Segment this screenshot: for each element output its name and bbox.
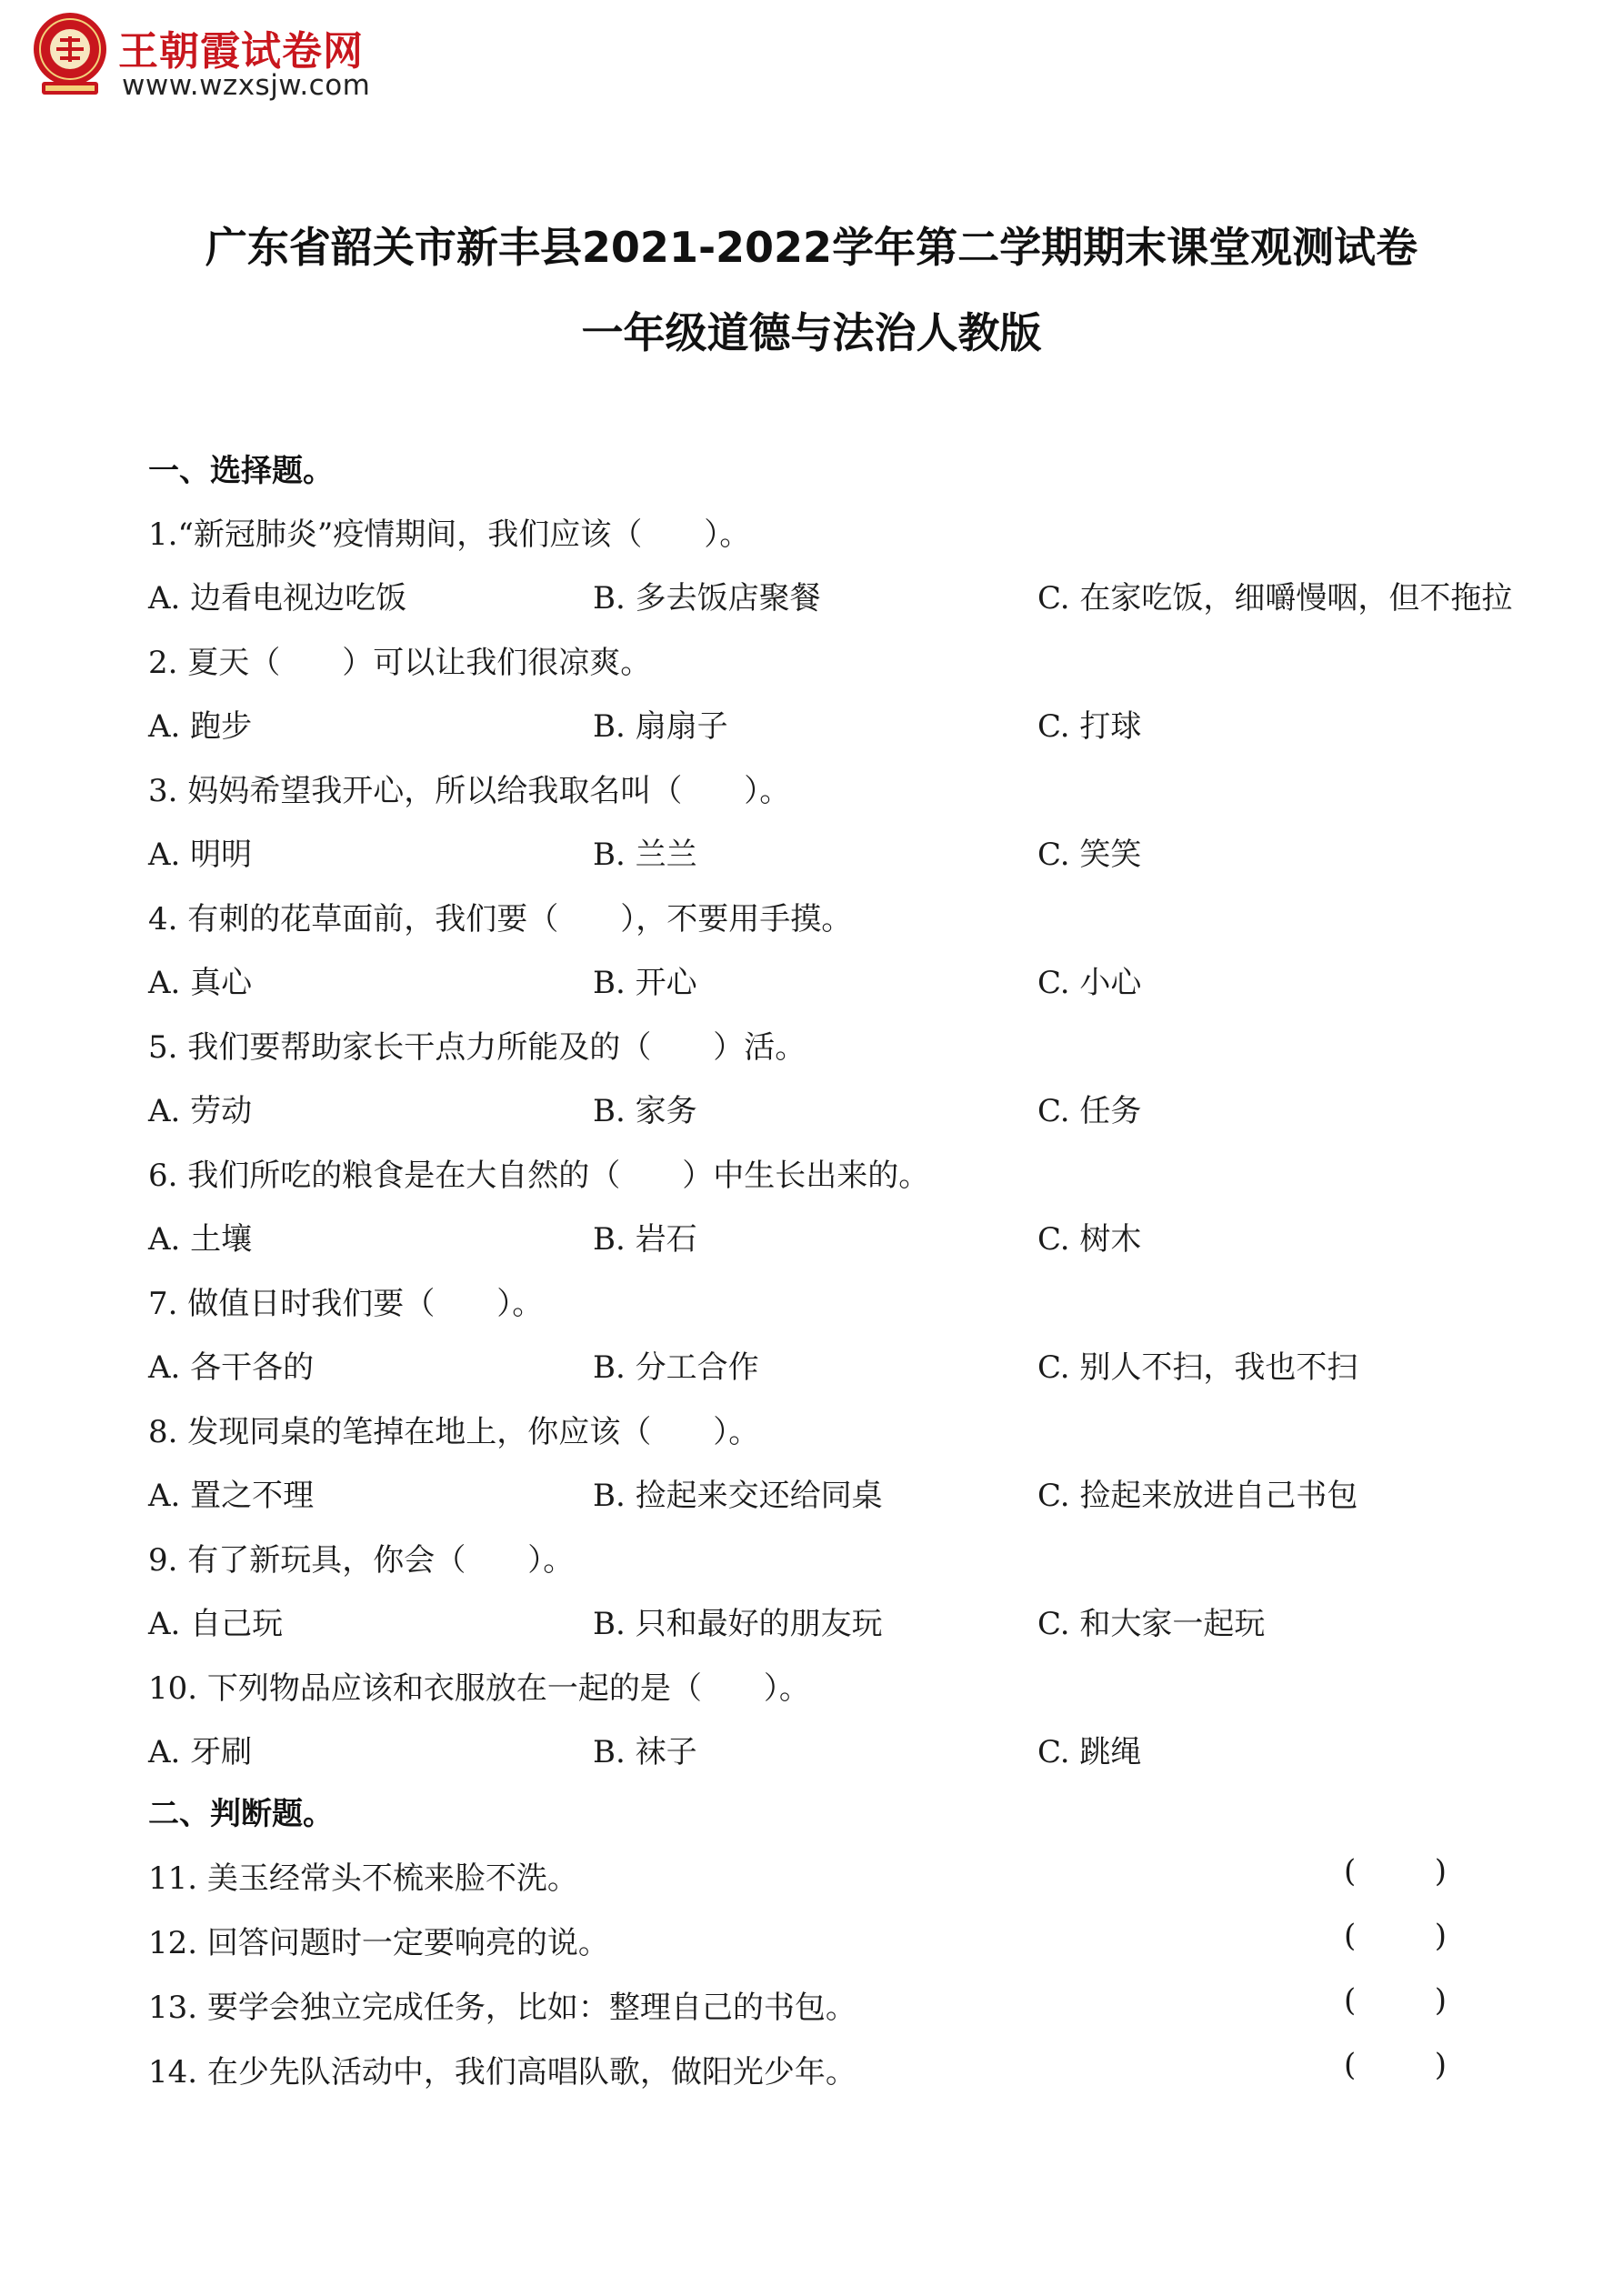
option-b: B. 只和最好的朋友玩 xyxy=(593,1606,883,1642)
question-stem: 1.“新冠肺炎”疫情期间，我们应该（ ）。 xyxy=(148,516,751,553)
answer-blank[interactable]: ( ) xyxy=(1344,1918,1447,1954)
exam-subtitle: 一年级道德与法治人教版 xyxy=(581,308,1042,357)
option-a: A. 牙刷 xyxy=(148,1734,253,1770)
question-stem: 8. 发现同桌的笔掉在地上，你应该（ ）。 xyxy=(148,1414,760,1450)
question-stem: 6. 我们所吃的粮食是在大自然的（ ）中生长出来的。 xyxy=(148,1158,930,1194)
question-stem: 7. 做值日时我们要（ ）。 xyxy=(148,1286,544,1322)
option-c: C. 捡起来放进自己书包 xyxy=(1037,1478,1358,1514)
question-stem: 2. 夏天（ ）可以让我们很凉爽。 xyxy=(148,645,652,681)
option-b: B. 岩石 xyxy=(593,1221,697,1258)
option-b: B. 多去饭店聚餐 xyxy=(593,580,821,617)
option-b: B. 开心 xyxy=(593,965,697,1001)
question-stem: 4. 有刺的花草面前，我们要（ ），不要用手摸。 xyxy=(148,901,853,937)
option-c: C. 跳绳 xyxy=(1037,1734,1142,1770)
judge-statement: 14. 在少先队活动中，我们高唱队歌，做阳光少年。 xyxy=(148,2054,857,2090)
judge-statement: 13. 要学会独立完成任务，比如：整理自己的书包。 xyxy=(148,1990,857,2026)
site-logo xyxy=(29,9,393,105)
option-c: C. 任务 xyxy=(1037,1093,1142,1129)
option-a: A. 明明 xyxy=(148,837,253,873)
exam-title: 广东省韶关市新丰县2021-2022学年第二学期期末课堂观测试卷 xyxy=(205,223,1418,272)
option-c: C. 笑笑 xyxy=(1037,837,1142,873)
option-a: A. 劳动 xyxy=(148,1093,253,1129)
option-b: B. 兰兰 xyxy=(593,837,697,873)
site-url[interactable]: www.wzxsjw.com xyxy=(122,69,371,102)
seal-logo-icon xyxy=(29,9,111,100)
answer-blank[interactable]: ( ) xyxy=(1344,2047,1447,2083)
option-c: C. 小心 xyxy=(1037,965,1142,1001)
question-stem: 3. 妈妈希望我开心，所以给我取名叫（ ）。 xyxy=(148,773,791,809)
option-b: B. 分工合作 xyxy=(593,1349,759,1386)
question-stem: 9. 有了新玩具，你会（ ）。 xyxy=(148,1542,575,1579)
judge-statement: 11. 美玉经常头不梳来脸不洗。 xyxy=(148,1860,578,1897)
judge-statement: 12. 回答问题时一定要响亮的说。 xyxy=(148,1925,609,1961)
section-judge-heading: 二、判断题。 xyxy=(148,1796,334,1832)
option-c: C. 打球 xyxy=(1037,708,1142,745)
section-choice-heading: 一、选择题。 xyxy=(148,453,334,489)
option-c: C. 在家吃饭，细嚼慢咽，但不拖拉 xyxy=(1037,580,1513,617)
answer-blank[interactable]: ( ) xyxy=(1344,1853,1447,1890)
option-c: C. 树木 xyxy=(1037,1221,1142,1258)
option-a: A. 真心 xyxy=(148,965,253,1001)
option-c: C. 别人不扫，我也不扫 xyxy=(1037,1349,1358,1386)
option-c: C. 和大家一起玩 xyxy=(1037,1606,1266,1642)
brand-name: 王朝霞试卷网 xyxy=(118,28,364,75)
option-a: A. 跑步 xyxy=(148,708,253,745)
question-stem: 5. 我们要帮助家长干点力所能及的（ ）活。 xyxy=(148,1029,806,1066)
option-b: B. 捡起来交还给同桌 xyxy=(593,1478,883,1514)
option-b: B. 家务 xyxy=(593,1093,697,1129)
option-a: A. 自己玩 xyxy=(148,1606,284,1642)
option-a: A. 边看电视边吃饭 xyxy=(148,580,407,617)
option-a: A. 各干各的 xyxy=(148,1349,315,1386)
option-a: A. 置之不理 xyxy=(148,1478,315,1514)
option-b: B. 扇扇子 xyxy=(593,708,728,745)
answer-blank[interactable]: ( ) xyxy=(1344,1982,1447,2019)
option-b: B. 袜子 xyxy=(593,1734,697,1770)
question-stem: 10. 下列物品应该和衣服放在一起的是（ ）。 xyxy=(148,1670,810,1707)
option-a: A. 土壤 xyxy=(148,1221,253,1258)
